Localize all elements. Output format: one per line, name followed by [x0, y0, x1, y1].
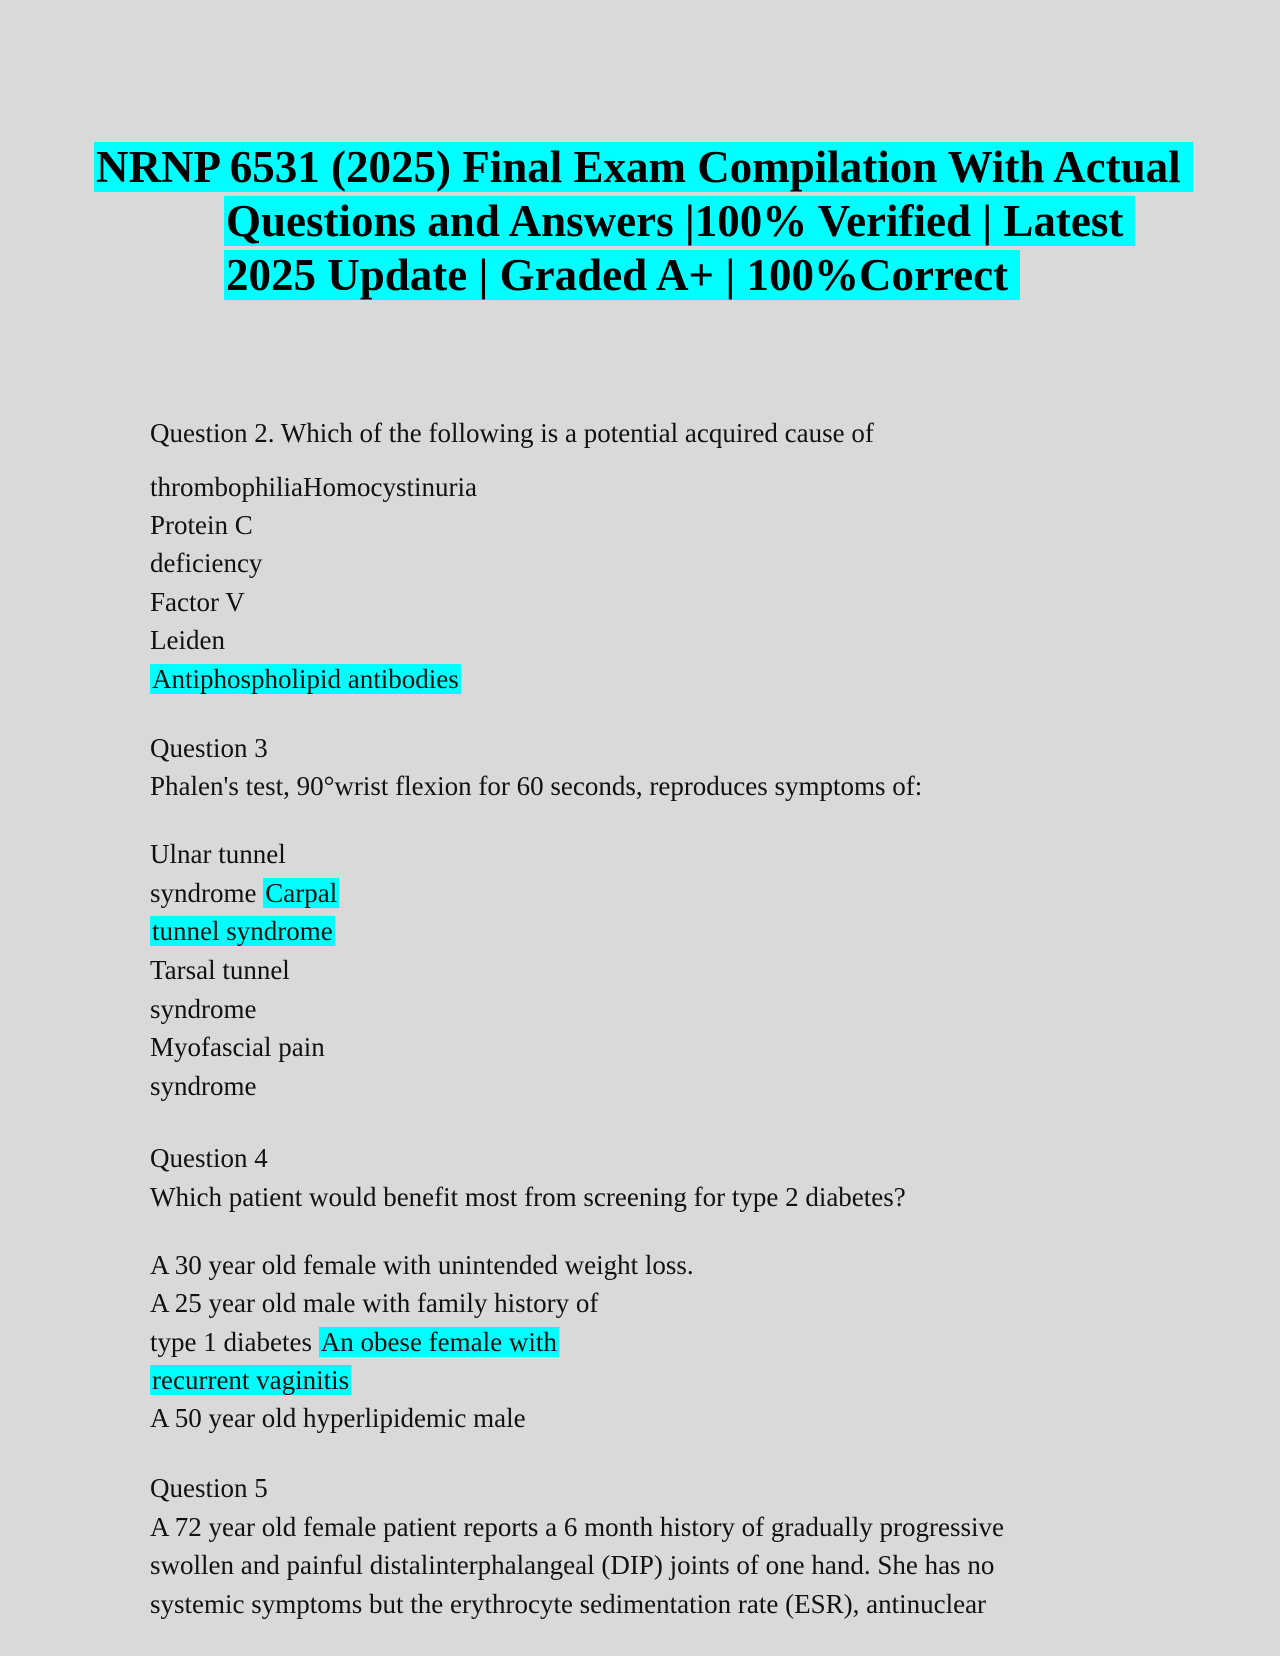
- q4-option-line-2: A 25 year old male with family history of: [150, 1288, 599, 1318]
- q4-prompt: Which patient would benefit most from screening for type 2 diabetes?: [150, 1182, 906, 1212]
- q5-text-line-2: swollen and painful distalinterphalangeal (DIP) joints of one hand. She has no: [150, 1550, 995, 1580]
- q3-option-line-3: [150, 914, 335, 948]
- q2-answer-line: [150, 662, 461, 696]
- q2-option-line-3: deficiency: [150, 548, 263, 578]
- q3-prompt: Phalen's test, 90°wrist flexion for 60 seconds, reproduces symptoms of:: [150, 771, 923, 801]
- q3-option-line-5: syndrome: [150, 994, 257, 1024]
- q3-option-line-2: [150, 876, 339, 910]
- document-title-line-2: [224, 194, 1135, 248]
- q3-option-line-7: syndrome: [150, 1071, 257, 1101]
- q4-answer-highlight-2: recurrent vaginitis: [152, 1365, 350, 1395]
- q3-label: Question 3: [150, 733, 268, 763]
- q3-option-line-4: Tarsal tunnel: [150, 955, 290, 985]
- q2-option-line-2: Protein C: [150, 510, 253, 540]
- q3-answer-highlight-2: tunnel syndrome: [152, 916, 333, 946]
- q3-option-line-6: Myofascial pain: [150, 1032, 325, 1062]
- q4-answer-highlight-1: An obese female with: [320, 1327, 557, 1357]
- q5-text-line-3: systemic symptoms but the erythrocyte sedimentation rate (ESR), antinuclear: [150, 1589, 987, 1619]
- document-title-line-3: [224, 248, 1020, 302]
- q2-answer-highlight: Antiphospholipid antibodies: [152, 664, 459, 694]
- title-highlight-1: NRNP 6531 (2025) Final Exam Compilation With Actual: [94, 142, 1193, 192]
- q4-option-line-3-text: type 1 diabetes: [150, 1327, 319, 1357]
- q3-answer-highlight-1: Carpal: [265, 878, 338, 908]
- q2-option-line-5: Leiden: [150, 625, 225, 655]
- q3-option-line-2-text: syndrome: [150, 878, 264, 908]
- q4-option-line-3: [150, 1325, 559, 1359]
- document-title-line-1: [94, 140, 1193, 194]
- q5-text-line-1: A 72 year old female patient reports a 6 month history of gradually progressive: [150, 1512, 1005, 1542]
- q4-option-line-1: A 30 year old female with unintended weight loss.: [150, 1250, 694, 1280]
- q4-option-line-4: [150, 1363, 351, 1397]
- title-highlight-3: 2025 Update | Graded A+ | 100%Correct: [224, 250, 1020, 300]
- q4-option-line-5: A 50 year old hyperlipidemic male: [150, 1403, 526, 1433]
- q2-prompt: Question 2. Which of the following is a potential acquired cause of: [150, 418, 874, 448]
- q5-label: Question 5: [150, 1473, 268, 1503]
- q4-label: Question 4: [150, 1143, 268, 1173]
- q3-option-line-1: Ulnar tunnel: [150, 839, 286, 869]
- q2-option-line-4: Factor V: [150, 587, 245, 617]
- q2-option-line-1: thrombophiliaHomocystinuria: [150, 472, 477, 502]
- title-highlight-2: Questions and Answers |100% Verified | Latest: [224, 196, 1135, 246]
